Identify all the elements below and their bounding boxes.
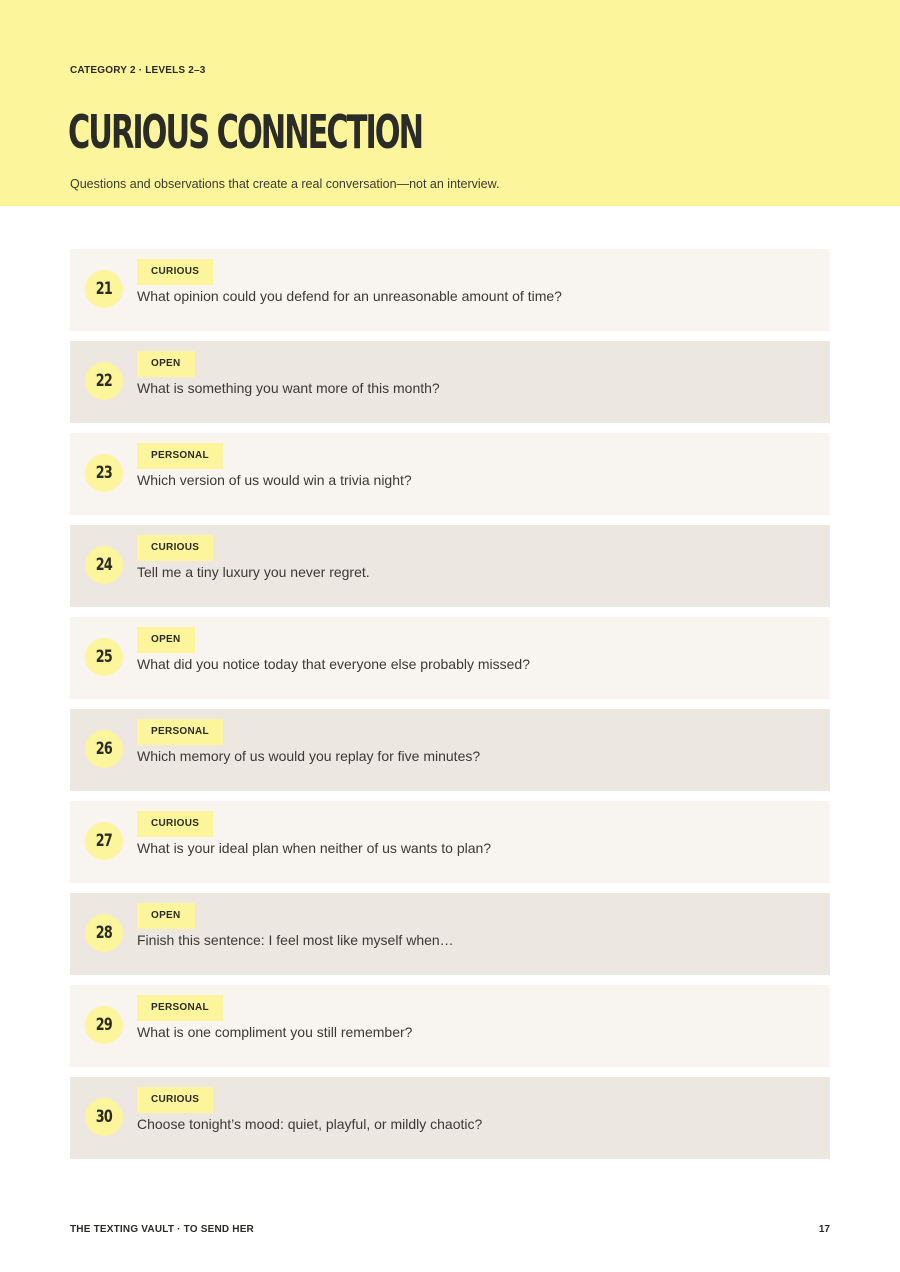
question-number-badge	[85, 270, 123, 308]
question-number: 28	[95, 923, 113, 943]
header-band	[0, 0, 900, 206]
question-text: What opinion could you defend for an unreasonable amount of time?	[137, 288, 562, 304]
question-tag: PERSONAL	[137, 443, 223, 469]
question-text: Which memory of us would you replay for five minutes?	[137, 748, 481, 764]
question-number: 27	[95, 831, 113, 851]
question-tag: OPEN	[137, 351, 195, 377]
question-list	[70, 249, 830, 1169]
question-number-badge	[85, 914, 123, 952]
question-tag: CURIOUS	[137, 1087, 213, 1113]
question-number-badge	[85, 638, 123, 676]
question-card	[70, 893, 830, 975]
question-number: 30	[95, 1107, 113, 1127]
question-number-badge	[85, 1006, 123, 1044]
question-card	[70, 433, 830, 515]
question-text: What is your ideal plan when neither of us wants to plan?	[137, 840, 492, 856]
question-card	[70, 985, 830, 1067]
question-tag: PERSONAL	[137, 995, 223, 1021]
question-number: 26	[95, 739, 113, 759]
question-text: What is something you want more of this month?	[137, 380, 440, 396]
question-text: What did you notice today that everyone else probably missed?	[137, 656, 531, 672]
question-card	[70, 617, 830, 699]
page-title: CURIOUS CONNECTION	[68, 105, 423, 159]
question-card	[70, 801, 830, 883]
question-tag: OPEN	[137, 903, 195, 929]
question-number-badge	[85, 1098, 123, 1136]
question-tag: CURIOUS	[137, 259, 213, 285]
question-tag: CURIOUS	[137, 535, 213, 561]
question-card	[70, 709, 830, 791]
question-number-badge	[85, 822, 123, 860]
page-subtitle: Questions and observations that create a real conversation—not an interview.	[70, 177, 500, 191]
page-number: 17	[818, 1224, 830, 1235]
question-tag: OPEN	[137, 627, 195, 653]
question-text: Tell me a tiny luxury you never regret.	[137, 564, 370, 580]
question-text: Choose tonight’s mood: quiet, playful, or mildly chaotic?	[137, 1116, 483, 1132]
question-card	[70, 525, 830, 607]
question-tag: CURIOUS	[137, 811, 213, 837]
question-card	[70, 1077, 830, 1159]
question-text: Finish this sentence: I feel most like myself when…	[137, 932, 454, 948]
footer-title: THE TEXTING VAULT · TO SEND HER	[70, 1224, 254, 1235]
question-number-badge	[85, 362, 123, 400]
question-tag: PERSONAL	[137, 719, 223, 745]
question-card	[70, 249, 830, 331]
question-card	[70, 341, 830, 423]
question-number: 25	[95, 647, 113, 667]
category-label: CATEGORY 2 · LEVELS 2–3	[70, 65, 206, 76]
question-number: 29	[95, 1015, 113, 1035]
question-number: 22	[95, 371, 113, 391]
question-text: What is one compliment you still remember?	[137, 1024, 413, 1040]
question-number: 24	[95, 555, 113, 575]
question-number-badge	[85, 546, 123, 584]
question-number-badge	[85, 454, 123, 492]
question-number: 23	[95, 463, 113, 483]
question-number: 21	[95, 279, 113, 299]
question-number-badge	[85, 730, 123, 768]
question-text: Which version of us would win a trivia night?	[137, 472, 412, 488]
